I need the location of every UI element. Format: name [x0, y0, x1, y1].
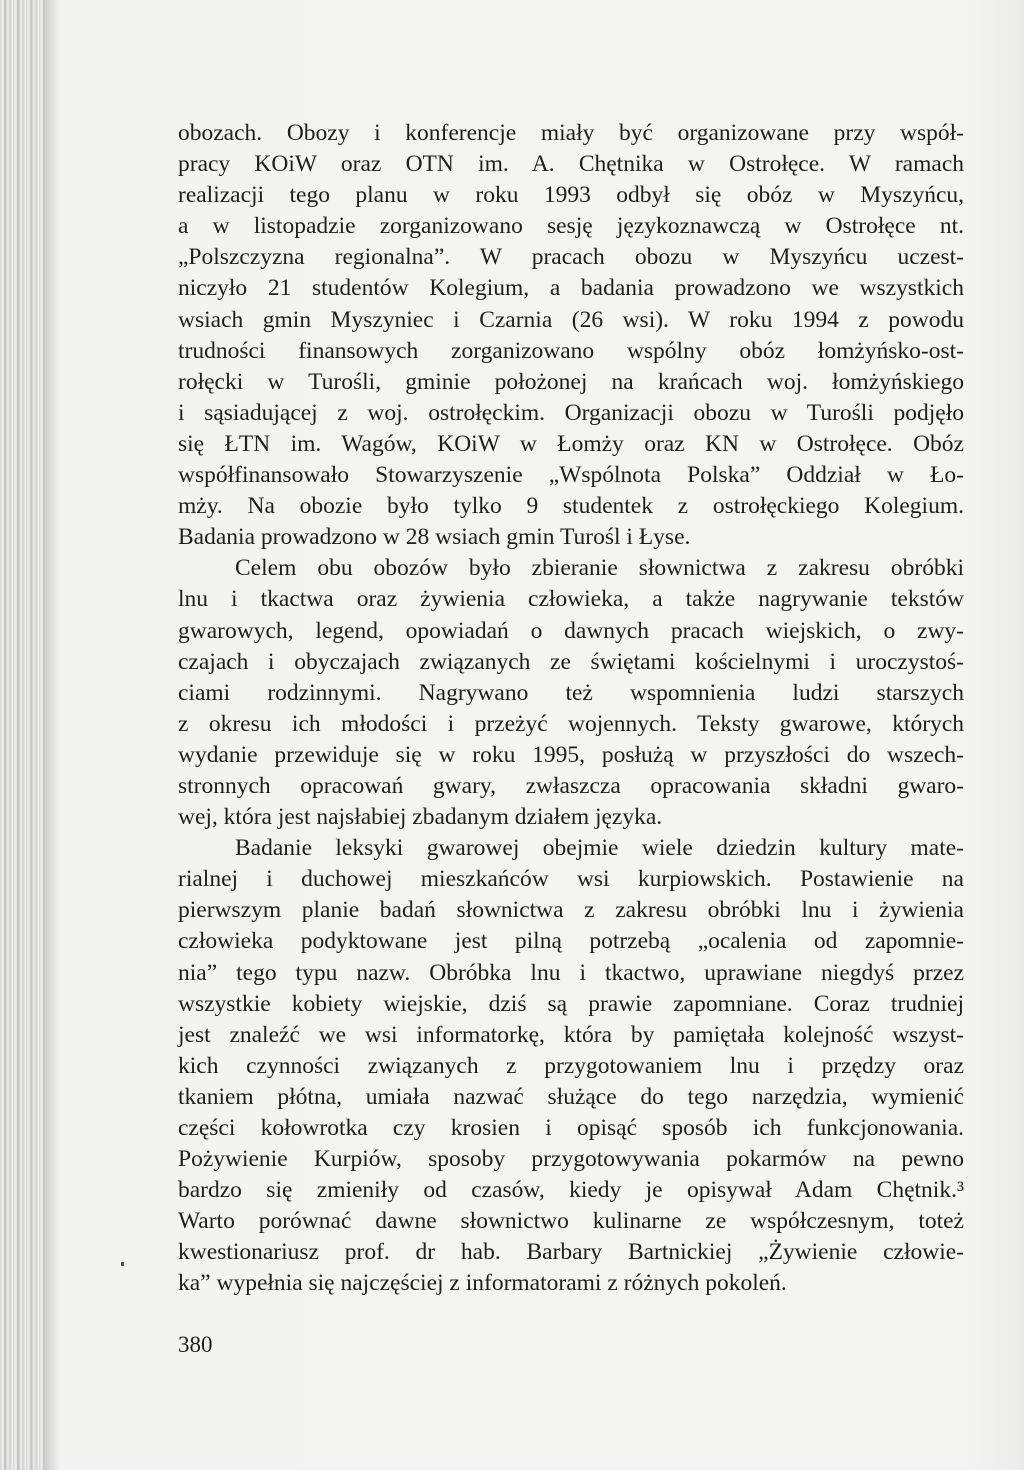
text-line: ciami rodzinnymi. Nagrywano też wspomnienia ludzi starszych — [178, 679, 964, 706]
text-line: wszystkie kobiety wiejskie, dziś są prawie zapomniane. Coraz trudniej — [178, 990, 964, 1017]
text-line: jest znaleźć we wsi informatorkę, która by pamiętała kolejność wszyst- — [178, 1021, 964, 1048]
text-line: niczyło 21 studentów Kolegium, a badania prowadzono we wszystkich — [178, 275, 964, 302]
text-line: się ŁTN im. Wagów, KOiW w Łomży oraz KN w Ostrołęce. Obóz — [178, 430, 964, 457]
book-binding-edge — [0, 0, 46, 1470]
text-line: tkaniem płótna, umiała nazwać służące do tego narzędzia, wymienić — [178, 1083, 964, 1110]
paragraph-end-line: Badania prowadzono w 28 wsiach gmin Turośl i Łyse. — [178, 524, 691, 551]
text-line: i sąsiadującej z woj. ostrołęckim. Organizacji obozu w Turośli podjęło — [178, 399, 964, 426]
paragraph-end-line: wej, która jest najsłabiej zbadanym działem języka. — [178, 804, 663, 831]
text-line: trudności finansowych zorganizowano wspólny obóz łomżyńsko-ost- — [178, 337, 964, 364]
text-line: czajach i obyczajach związanych ze świętami kościelnymi i uroczystoś- — [178, 648, 964, 675]
text-line: kwestionariusz prof. dr hab. Barbary Bartnickiej „Żywienie człowie- — [178, 1239, 964, 1266]
margin-speck — [121, 1262, 124, 1266]
text-line: części kołowrotka czy krosien i opisąć sposób ich funkcjonowania. — [178, 1115, 964, 1141]
text-line: stronnych opracowań gwary, zwłaszcza opracowania składni gwaro- — [178, 772, 964, 799]
text-line: Pożywienie Kurpiów, sposoby przygotowywania pokarmów na pewno — [178, 1146, 964, 1173]
text-line: lnu i tkactwa oraz żywienia człowieka, a także nagrywanie tekstów — [178, 586, 964, 613]
text-line: mży. Na obozie było tylko 9 studentek z ostrołęckiego Kolegium. — [178, 493, 964, 520]
text-line: wydanie przewiduje się w roku 1995, posłużą w przyszłości do wszech- — [178, 741, 964, 768]
text-line: a w listopadzie zorganizowano sesję językoznawczą w Ostrołęce nt. — [178, 213, 964, 240]
text-line: współfinansowało Stowarzyszenie „Wspólnota Polska” Oddział w Ło- — [178, 462, 964, 489]
text-line: pracy KOiW oraz OTN im. A. Chętnika w Ostrołęce. W ramach — [178, 151, 964, 178]
text-line: z okresu ich młodości i przeżyć wojennych. Teksty gwarowe, których — [178, 710, 964, 737]
text-line: „Polszczyzna regionalna”. W pracach obozu w Myszyńcu uczest- — [178, 244, 964, 271]
text-line: gwarowych, legend, opowiadań o dawnych pracach wiejskich, o zwy- — [178, 617, 964, 644]
paragraph-start-line: Badanie leksyki gwarowej obejmie wiele dziedzin kultury mate- — [235, 835, 964, 862]
text-line: kich czynności związanych z przygotowaniem lnu i przędzy oraz — [178, 1052, 964, 1079]
body-text — [178, 118, 964, 1300]
text-line: człowieka podyktowane jest pilną potrzebą „ocalenia od zapomnie- — [178, 928, 964, 955]
paragraph-start-line: Celem obu obozów było zbieranie słownictwa z zakresu obróbki — [235, 555, 964, 582]
text-line: rialnej i duchowej mieszkańców wsi kurpiowskich. Postawienie na — [178, 866, 964, 893]
page-number: 380 — [178, 1332, 213, 1357]
text-line: nia” tego typu nazw. Obróbka lnu i tkactwo, uprawiane niegdyś przez — [178, 959, 964, 986]
paragraph-end-line: ka” wypełnia się najczęściej z informatorami z różnych pokoleń. — [178, 1270, 787, 1297]
text-line: obozach. Obozy i konferencje miały być organizowane przy współ- — [178, 120, 964, 146]
text-line: Warto porównać dawne słownictwo kulinarne ze współczesnym, toteż — [178, 1208, 964, 1235]
text-line: rołęcki w Turośli, gminie położonej na krańcach woj. łomżyńskiego — [178, 368, 964, 395]
text-line: realizacji tego planu w roku 1993 odbył się obóz w Myszyńcu, — [178, 182, 964, 209]
text-line: pierwszym planie badań słownictwa z zakresu obróbki lnu i żywienia — [178, 897, 964, 924]
text-line: bardzo się zmieniły od czasów, kiedy je opisywał Adam Chętnik.³ — [178, 1177, 964, 1204]
text-line: wsiach gmin Myszyniec i Czarnia (26 wsi). W roku 1994 z powodu — [178, 306, 964, 333]
